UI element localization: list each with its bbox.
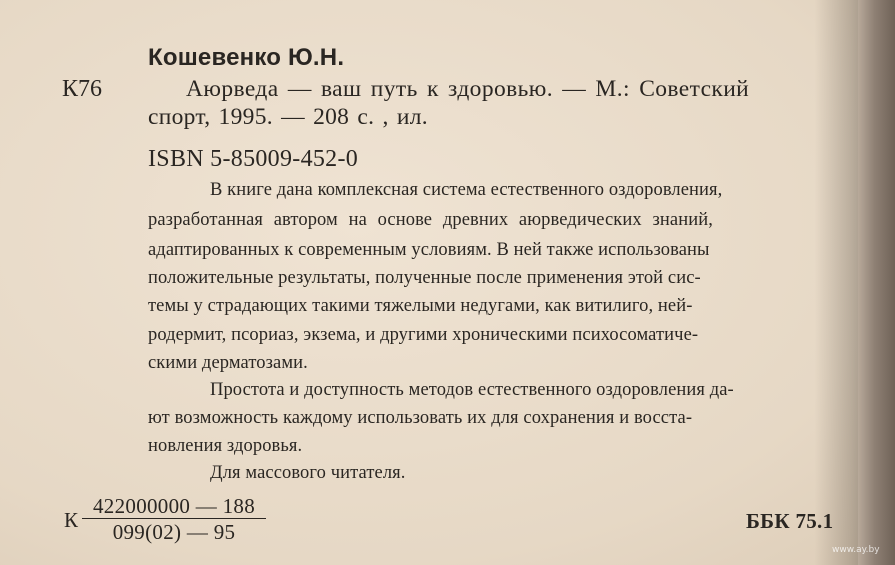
annotation-line: положительные результаты, полученные после применения этой сис- bbox=[148, 268, 701, 288]
annotation-line: ют возможность каждому использовать их для сохранения и восста- bbox=[148, 408, 693, 428]
author-code: К76 bbox=[62, 76, 103, 102]
title-line-1: Аюрведа — ваш путь к здоровью. — М.: Советский bbox=[186, 76, 750, 102]
annotation-line: разработанная автором на основе древних аюрведических знаний, bbox=[148, 210, 713, 230]
watermark: www.ay.by bbox=[832, 545, 880, 555]
publication-index bbox=[82, 495, 266, 543]
annotation-line: родермит, псориаз, экзема, и другими хроническими психосоматиче- bbox=[148, 325, 699, 345]
index-denominator: 099(02) — 95 bbox=[112, 520, 236, 544]
annotation-line: В книге дана комплексная система естественного оздоровления, bbox=[210, 180, 723, 200]
bbk-code: ББК 75.1 bbox=[746, 509, 834, 533]
index-numerator: 422000000 — 188 bbox=[82, 495, 266, 519]
annotation-line: Простота и доступность методов естественного оздоровления да- bbox=[210, 380, 734, 400]
annotation-line: адаптированных к современным условиям. В ней также использованы bbox=[148, 240, 710, 260]
book-spine-shadow bbox=[858, 0, 895, 565]
annotation-line: новления здоровья. bbox=[148, 436, 303, 456]
annotation-line: темы у страдающих такими тяжелыми недугами, как витилиго, ней- bbox=[148, 296, 693, 316]
author-name: Кошевенко Ю.Н. bbox=[148, 44, 345, 71]
isbn: ISBN 5-85009-452-0 bbox=[148, 146, 359, 172]
title-line-2: спорт, 1995. — 208 с. , ил. bbox=[148, 104, 428, 130]
audience-note: Для массового читателя. bbox=[210, 463, 406, 483]
annotation-line: скими дерматозами. bbox=[148, 353, 308, 373]
index-prefix: К bbox=[64, 508, 79, 532]
